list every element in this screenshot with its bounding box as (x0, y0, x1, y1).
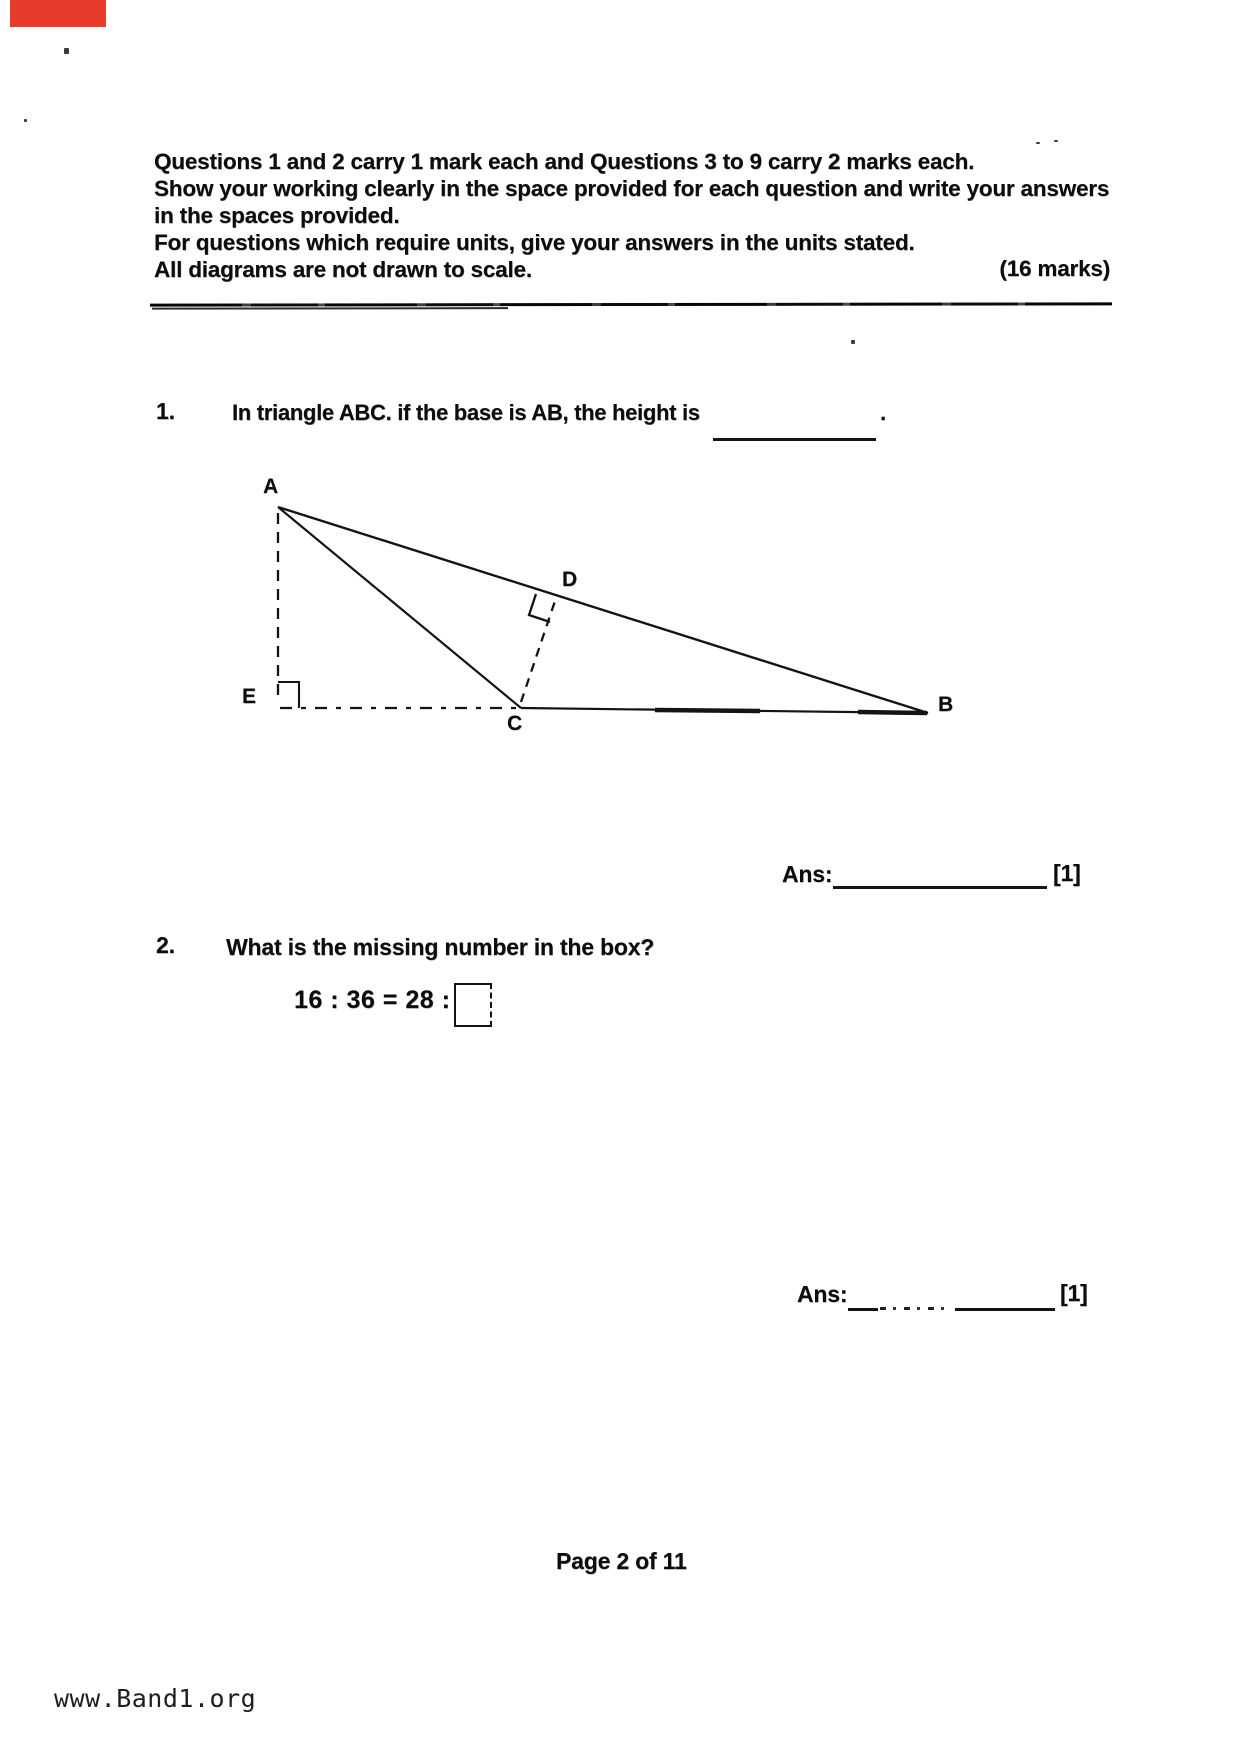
side-ac (278, 507, 521, 708)
vertex-label-d: D (562, 568, 578, 591)
ink-speck (1036, 142, 1040, 144)
question-1-answer-blank (713, 438, 876, 441)
vertex-label-b: B (938, 693, 954, 716)
ink-speck (1054, 140, 1058, 142)
red-scan-artifact (10, 0, 106, 27)
instruction-line: in the spaces provided. (154, 203, 400, 228)
answer-line-q2-smudge (880, 1307, 952, 1310)
ink-speck (24, 119, 27, 122)
instruction-line: Show your working clearly in the space provided for each question and write your answers (154, 176, 1110, 201)
missing-number-box (454, 983, 492, 1027)
right-angle-mark-d (529, 594, 550, 622)
equation-text: 16 : 36 = 28 : (294, 986, 451, 1014)
scan-smudge (655, 710, 760, 711)
answer-line-q2-segment (955, 1308, 1055, 1311)
vertex-label-a: A (263, 475, 279, 498)
height-cd-dashed (521, 601, 555, 702)
question-1-period: . (880, 400, 886, 425)
question-2-number: 2. (156, 932, 175, 958)
scan-smudge (858, 712, 927, 713)
ink-speck (64, 48, 69, 54)
question-2-text: What is the missing number in the box? (226, 934, 655, 960)
triangle-diagram (230, 455, 970, 755)
right-angle-mark-e (278, 682, 299, 708)
marks-badge-q1: [1] (1053, 860, 1081, 886)
instruction-line: For questions which require units, give your answers in the units stated. (154, 230, 915, 255)
side-ab (278, 507, 928, 713)
ink-speck (851, 340, 855, 344)
total-marks-label: (16 marks) (999, 256, 1110, 281)
page-number: Page 2 of 11 (556, 1548, 687, 1574)
vertex-label-c: C (507, 712, 523, 735)
instruction-line: Questions 1 and 2 carry 1 mark each and Questions 3 to 9 carry 2 marks each. (154, 149, 975, 174)
question-1-text: In triangle ABC. if the base is AB, the height is (232, 400, 700, 425)
answer-label-q2: Ans: (797, 1281, 848, 1307)
site-watermark: www.Band1.org (54, 1684, 257, 1713)
marks-badge-q2: [1] (1060, 1280, 1088, 1306)
instruction-line: All diagrams are not drawn to scale. (154, 257, 532, 282)
answer-line-q2-segment (848, 1308, 878, 1311)
section-divider (150, 302, 1112, 306)
answer-line-q1 (833, 886, 1047, 889)
answer-label-q1: Ans: (782, 861, 833, 887)
instructions-block (154, 148, 1114, 283)
question-1-number: 1. (156, 398, 175, 424)
vertex-label-e: E (242, 685, 257, 708)
